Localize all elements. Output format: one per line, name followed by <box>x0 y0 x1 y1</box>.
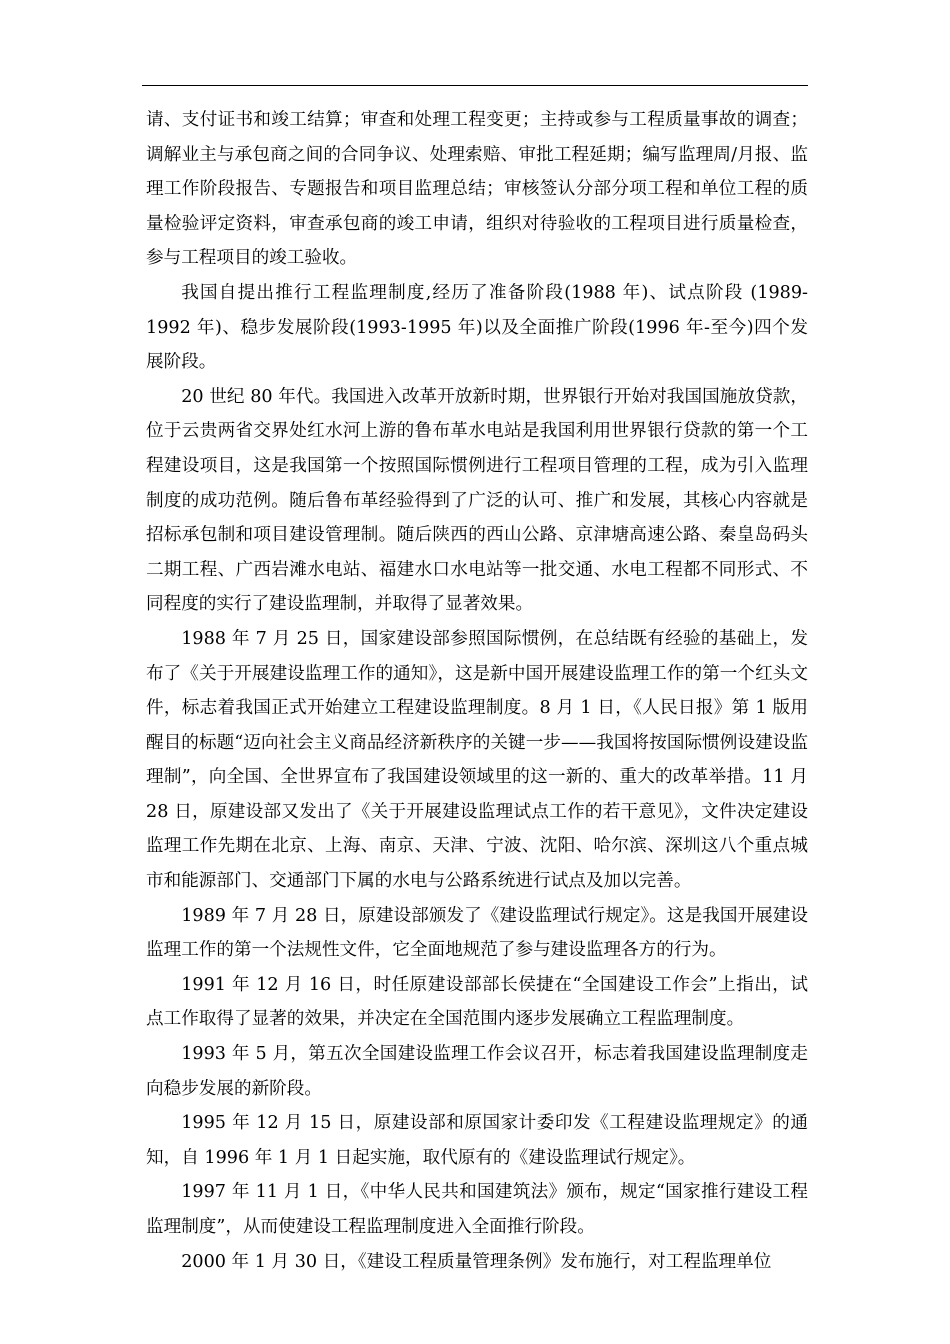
document-body <box>146 103 808 1279</box>
paragraph-10: 2000 年 1 月 30 日，《建设工程质量管理条例》发布施行，对工程监理单位 <box>181 1251 772 1272</box>
paragraph-6: 1991 年 12 月 16 日，时任原建设部部长侯捷在“全国建设工作会”上指出，试点工作取得了显著的效果，并决定在全国范围内逐步发展确立工程监理制度。 <box>146 974 808 1030</box>
paragraph-1: 请、支付证书和竣工结算；审查和处理工程变更；主持或参与工程质量事故的调查；调解业主与承包商之间的合同争议、处理索赔、审批工程延期；编写监理周/月报、监理工作阶段报告、专题报告和项目监理总结；审核签认分部分项工程和单位工程的质量检验评定资料，审查承包商的竣工申请，组织对待验收的工程项目进行质量检查，参与工程项目的竣工验收。 <box>146 110 808 269</box>
paragraph-5: 1989 年 7 月 28 日，原建设部颁发了《建设监理试行规定》。这是我国开展建设监理工作的第一个法规性文件，它全面地规范了参与建设监理各方的行为。 <box>146 905 808 961</box>
header-rule <box>142 85 808 86</box>
paragraph-4: 1988 年 7 月 25 日，国家建设部参照国际惯例，在总结既有经验的基础上，发布了《关于开展建设监理工作的通知》，这是新中国开展建设监理工作的第一个红头文件，标志着我国正式开始建立工程建设监理制度。8 月 1 日，《人民日报》第 1 版用醒目的标题“迈向社会主义商品经济新秩序的关键一步——我国将按国际惯例设建设监理制”，向全国、全世界宣布了我国建设领域里的这一新的、重大的改革举措。11 月 28 日，原建设部又发出了《关于开展建设监理试点工作的若干意见》，文件决定建设监理工作先期在北京、上海、南京、天津、宁波、沈阳、哈尔滨、深圳这八个重点城市和能源部门、交通部门下属的水电与公路系统进行试点及加以完善。 <box>146 628 808 892</box>
paragraph-9: 1997 年 11 月 1 日，《中华人民共和国建筑法》颁布，规定“国家推行建设工程监理制度”，从而使建设工程监理制度进入全面推行阶段。 <box>146 1182 808 1237</box>
paragraph-2: 我国自提出推行工程监理制度,经历了准备阶段(1988 年)、试点阶段 (1989-1992 年)、稳步发展阶段(1993-1995 年)以及全面推广阶段(1996 年-至今)四个发展阶段。 <box>146 282 808 373</box>
paragraph-3: 20 世纪 80 年代。我国进入改革开放新时期，世界银行开始对我国国施放贷款，位于云贵两省交界处红水河上游的鲁布革水电站是我国利用世界银行贷款的第一个工程建设项目，这是我国第一个按照国际惯例进行工程项目管理的工程，成为引入监理制度的成功范例。随后鲁布革经验得到了广泛的认可、推广和发展，其核心内容就是招标承包制和项目建设管理制。随后陕西的西山公路、京津塘高速公路、秦皇岛码头二期工程、广西岩滩水电站、福建水口水电站等一批交通、水电工程都不同形式、不同程度的实行了建设监理制，并取得了显著效果。 <box>146 386 808 615</box>
paragraph-7: 1993 年 5 月，第五次全国建设监理工作会议召开，标志着我国建设监理制度走向稳步发展的新阶段。 <box>146 1044 808 1099</box>
paragraph-8: 1995 年 12 月 15 日，原建设部和原国家计委印发《工程建设监理规定》的通知，自 1996 年 1 月 1 日起实施，取代原有的《建设监理试行规定》。 <box>146 1113 808 1168</box>
